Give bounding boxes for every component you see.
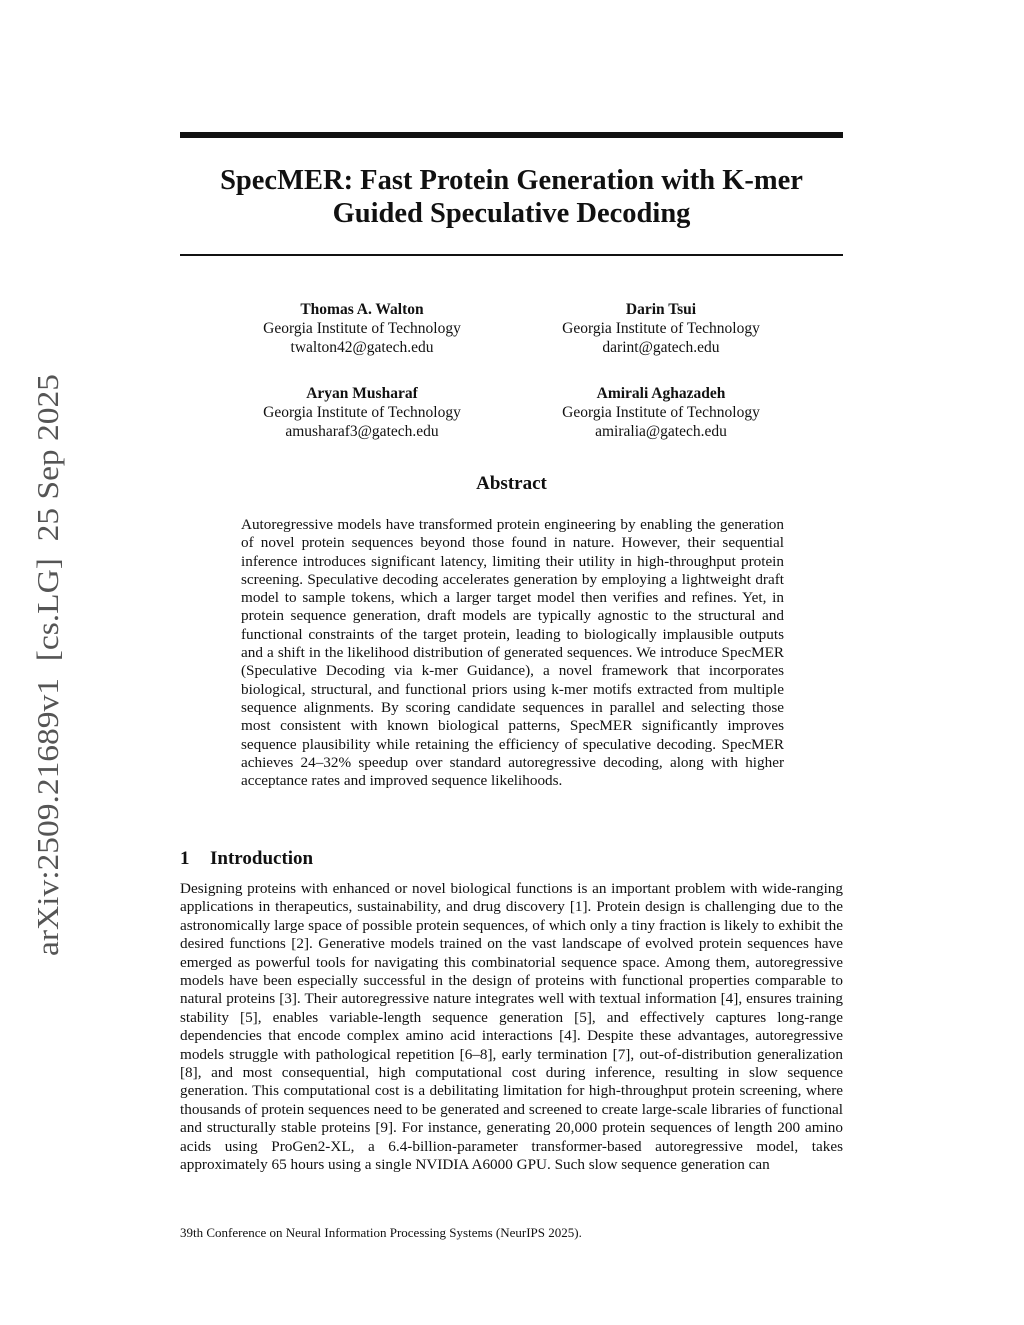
author-affiliation: Georgia Institute of Technology	[263, 320, 461, 337]
title-top-rule	[180, 132, 843, 138]
author-email: amusharaf3@gatech.edu	[285, 423, 439, 440]
section-heading-introduction	[180, 848, 313, 870]
abstract-text: Autoregressive models have transformed protein engineering by enabling the generation of novel protein sequences beyond those found in nature. However, their sequential inference introduces significant latency, limiting their utility in high-throughput protein screening. Speculative decoding accelerates generation by employing a lightweight draft model to sample tokens, which a larger target model then verifies and refines. Yet, in protein sequence generation, draft models are typically agnostic to the structural and functional constraints of the target protein, leading to biologically implausible outputs and a shift in the likelihood distribution of generated sequences. We introduce SpecMER (Speculative Decoding via k-mer Guidance), a novel framework that incorporates biological, structural, and functional priors using k-mer motifs extracted from multiple sequence alignments. By scoring candidate sequences in parallel and selecting those most consistent with known biological patterns, SpecMER significantly improves sequence plausibility while retaining the efficiency of speculative decoding. SpecMER achieves 24–32% speedup over standard autoregressive decoding, along with higher acceptance rates and improved sequence likelihoods.	[241, 516, 784, 790]
author-email: twalton42@gatech.edu	[290, 339, 434, 356]
paper-title-line-2: Guided Speculative Decoding	[332, 198, 691, 229]
author-affiliation: Georgia Institute of Technology	[562, 320, 760, 337]
paper-title-line-1: SpecMER: Fast Protein Generation with K-mer	[220, 165, 803, 196]
author-block-walton	[212, 300, 512, 357]
author-block-musharaf	[212, 384, 512, 441]
author-affiliation: Georgia Institute of Technology	[263, 404, 461, 421]
author-name: Thomas A. Walton	[300, 301, 424, 318]
author-name: Amirali Aghazadeh	[596, 385, 726, 402]
section-title: Introduction	[210, 848, 314, 869]
arxiv-identifier-stamp	[16, 372, 72, 956]
abstract-heading: Abstract	[476, 473, 547, 494]
title-bottom-rule	[180, 254, 843, 256]
author-email: amiralia@gatech.edu	[595, 423, 727, 440]
author-affiliation: Georgia Institute of Technology	[562, 404, 760, 421]
section-number: 1	[180, 848, 190, 869]
arxiv-identifier-text: arXiv:2509.21689v1 [cs.LG] 25 Sep 2025	[30, 417, 65, 956]
conference-footnote: 39th Conference on Neural Information Processing Systems (NeurIPS 2025).	[180, 1225, 582, 1240]
author-block-tsui	[511, 300, 811, 357]
author-name: Aryan Musharaf	[306, 385, 418, 402]
author-name: Darin Tsui	[625, 301, 697, 318]
introduction-text: Designing proteins with enhanced or novel biological functions is an important problem with wide-ranging applications in therapeutics, sustainability, and drug discovery [1]. Protein design is challenging due to the astronomically large space of possible protein sequences, of which only a tiny fraction is likely to exhibit the desired functions [2]. Generative models trained on the vast landscape of evolved protein sequences have emerged as powerful tools for navigating this combinatorial sequence space. Among them, autoregressive models have been especially successful in the design of proteins with functional properties comparable to natural proteins [3]. Their autoregressive nature integrates well with textual information [4], ensures training stability [5], enables variable-length sequence generation [5], and effectively captures long-range dependencies that encode complex amino acid interactions [4]. Despite these advantages, autoregressive models struggle with pathological repetition [6–8], early termination [7], out-of-distribution generalization [8], and most consequential, high computational cost during inference, resulting in slow sequence generation. This computational cost is a debilitating limitation for high-throughput protein screening, where thousands of protein sequences need to be generated and screened to create large-scale libraries of functional and structurally stable proteins [9]. For instance, generating 20,000 protein sequences of length 200 amino acids using ProGen2-XL, a 6.4-billion-parameter transformer-based autoregressive model, takes approximately 65 hours using a single NVIDIA A6000 GPU. Such slow sequence generation can	[180, 880, 843, 1174]
author-block-aghazadeh	[511, 384, 811, 441]
author-email: darint@gatech.edu	[602, 339, 720, 356]
paper-title	[180, 164, 843, 230]
